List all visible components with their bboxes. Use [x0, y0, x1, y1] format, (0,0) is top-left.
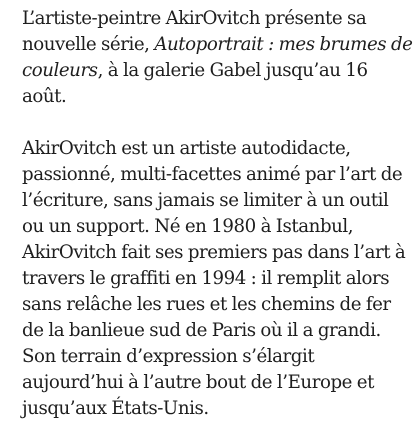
series-title: Autoportrait : mes brumes de couleurs [22, 34, 413, 81]
intro-text-start: L’artiste-peintre AkirOvitch présente sa nouvelle série, [22, 8, 367, 55]
bio-paragraph: AkirOvitch est un artiste autodidacte, passionné, multi-facettes animé par l’art de l’écriture, sans jamais se limiter à un outil ou un support. Né en 1980 à Istanbul, AkirOvitch fait ses premiers pas dans l’art à travers le graffiti en 1994 : il remplit alors sans relâche les rues et les chemins de fer de la banlieue sud de Paris où il a grandi. Son terrain d’expression s’élargit aujourd’hui à l’autre bout de l’Europe et jusqu’aux États-Unis. [22, 138, 406, 419]
article-body [22, 6, 414, 448]
intro-text-end: , à la galerie Gabel jusqu’au 16 août. [22, 60, 368, 107]
intro-paragraph [22, 6, 414, 110]
